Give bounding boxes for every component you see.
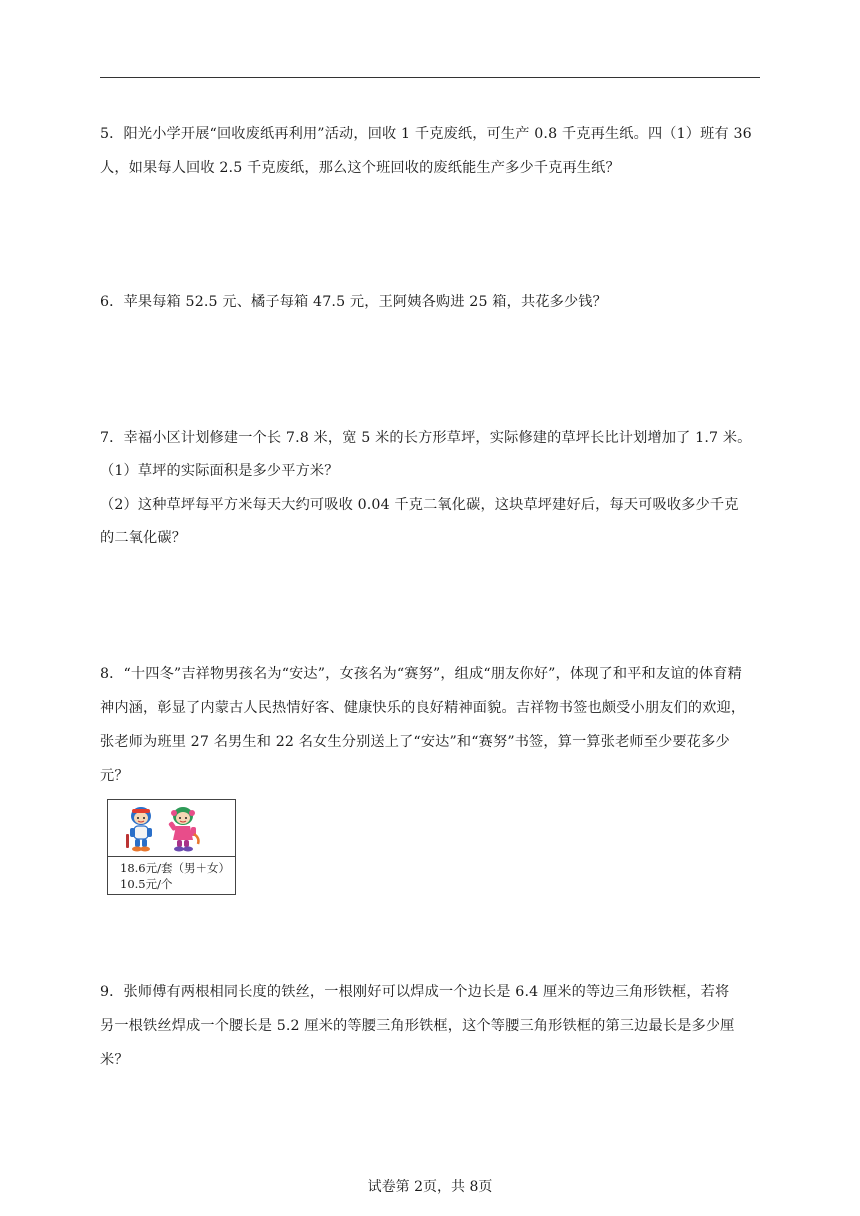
price-per-set: 18.6元/套（男＋女） (120, 861, 230, 875)
question-5-line-1: 5．阳光小学开展“回收废纸再利用”活动，回收 1 千克废纸，可生产 0.8 千克再生纸。四（1）班有 36 (100, 126, 752, 142)
question-7-subq-2: （2）这种草坪每平方米每天大约可吸收 0.04 千克二氧化碳，这块草坪建好后，每天可吸收多少千克 (100, 497, 739, 513)
question-8-line-2: 神内涵，彰显了内蒙古人民热情好客、健康快乐的良好精神面貌。吉祥物书签也颇受小朋友们的欢迎， (100, 700, 746, 716)
question-9-line-2: 另一根铁丝焊成一个腰长是 5.2 厘米的等腰三角形铁框，这个等腰三角形铁框的第三边最长是多少厘 (100, 1018, 735, 1034)
question-7-subq-1: （1）草坪的实际面积是多少平方米？ (100, 463, 339, 479)
header-rule (100, 77, 760, 78)
mascot-illustration (108, 800, 235, 857)
page-number-footer: 试卷第 2页，共 8页 (367, 1179, 493, 1195)
question-8-line-4: 元？ (100, 768, 129, 784)
question-9-line-1: 9．张师傅有两根相同长度的铁丝，一根刚好可以焊成一个边长是 6.4 厘米的等边三角形铁框，若将 (100, 984, 730, 1000)
mascot-bookmark-figure (107, 799, 236, 895)
question-5-line-2: 人，如果每人回收 2.5 千克废纸，那么这个班回收的废纸能生产多少千克再生纸？ (100, 160, 620, 176)
question-7-subq-2-cont: 的二氧化碳？ (100, 530, 187, 546)
girl-mascot-icon (168, 807, 198, 852)
price-per-piece: 10.5元/个 (120, 877, 173, 891)
question-8-line-3: 张老师为班里 27 名男生和 22 名女生分别送上了“安达”和“赛努”书签，算一算张老师至少要花多少 (100, 734, 730, 750)
boy-mascot-icon (126, 807, 152, 852)
question-8-line-1: 8．“十四冬”吉祥物男孩名为“安达”，女孩名为“赛努”，组成“朋友你好”，体现了和平和友谊的体育精 (100, 666, 742, 682)
question-9-line-3: 米？ (100, 1052, 129, 1068)
question-6-line-1: 6．苹果每箱 52.5 元、橘子每箱 47.5 元，王阿姨各购进 25 箱，共花多少钱？ (100, 294, 607, 310)
question-7-line-1: 7．幸福小区计划修建一个长 7.8 米，宽 5 米的长方形草坪，实际修建的草坪长比计划增加了 1.7 米。 (100, 430, 752, 446)
